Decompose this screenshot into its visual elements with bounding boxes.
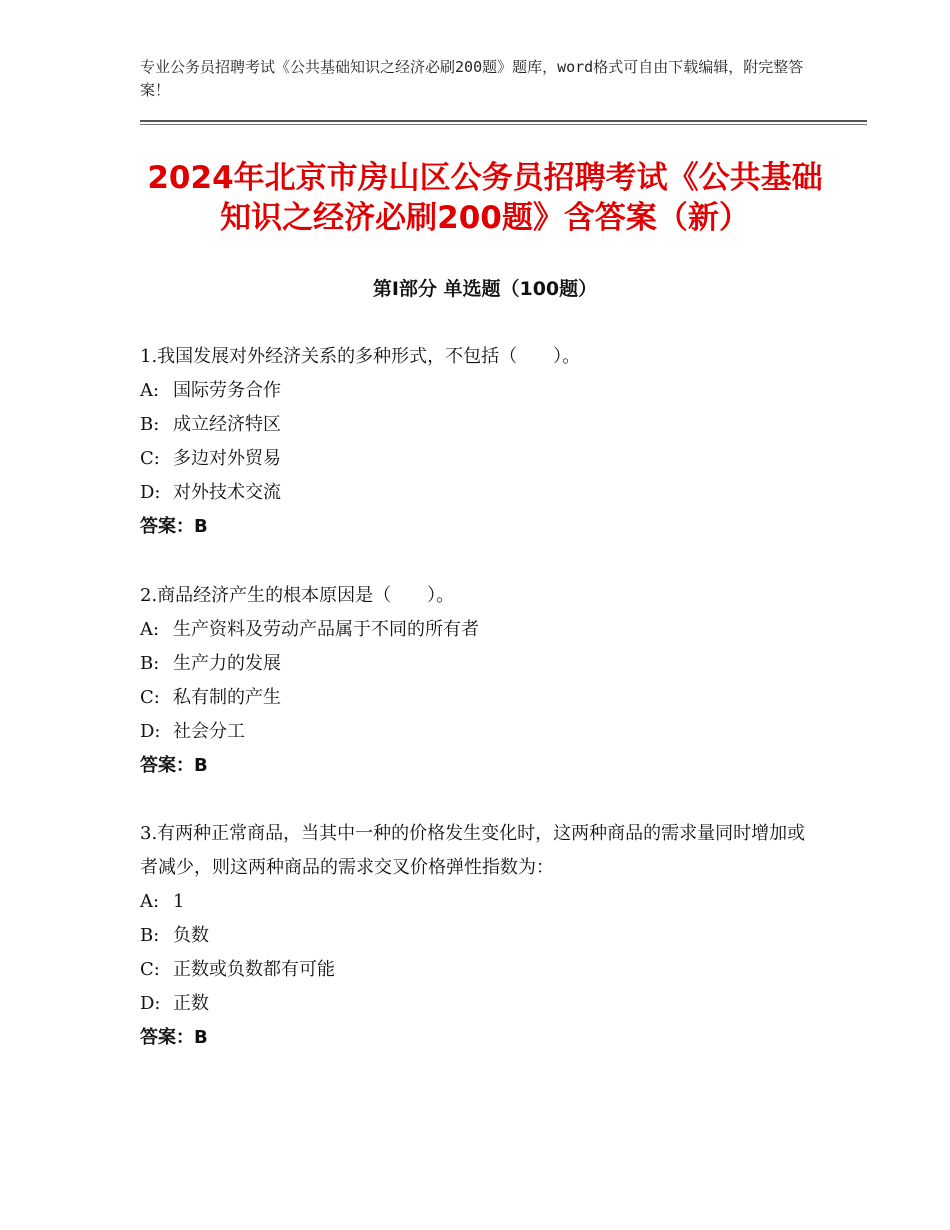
option-text: 对外技术交流	[173, 482, 281, 503]
option-c	[140, 953, 820, 987]
option-text: 正数或负数都有可能	[173, 959, 335, 980]
answer-line: 答案：B	[140, 755, 208, 776]
document-title: 2024年北京市房山区公务员招聘考试《公共基础知识之经济必刷200题》含答案（新）	[147, 160, 823, 236]
option-text: 负数	[173, 925, 209, 946]
option-text: 正数	[173, 993, 209, 1014]
option-d	[140, 987, 820, 1021]
option-b	[140, 647, 820, 681]
option-d	[140, 476, 820, 510]
header-divider-thin	[140, 124, 867, 125]
header-note: 专业公务员招聘考试《公共基础知识之经济必刷200题》题库，word格式可自由下载编辑，附完整答案！	[140, 58, 804, 99]
option-letter: A:	[140, 619, 160, 640]
option-a	[140, 613, 820, 647]
header-divider	[140, 120, 867, 122]
option-letter: B:	[140, 653, 160, 674]
option-letter: C:	[140, 448, 160, 469]
option-letter: C:	[140, 959, 160, 980]
option-c	[140, 442, 820, 476]
option-letter: A:	[140, 380, 160, 401]
option-text: 生产资料及劳动产品属于不同的所有者	[173, 619, 479, 640]
option-text: 国际劳务合作	[173, 380, 281, 401]
section-title: 第Ⅰ部分 单选题（100题）	[372, 278, 598, 300]
option-a	[140, 374, 820, 408]
question-3	[140, 817, 820, 1055]
option-a	[140, 885, 820, 919]
option-b	[140, 919, 820, 953]
option-letter: A:	[140, 891, 160, 912]
option-letter: D:	[140, 482, 161, 503]
option-text: 成立经济特区	[173, 414, 281, 435]
option-letter: B:	[140, 414, 160, 435]
option-letter: B:	[140, 925, 160, 946]
option-text: 1	[173, 891, 185, 912]
question-1	[140, 340, 820, 544]
option-text: 多边对外贸易	[173, 448, 281, 469]
option-c	[140, 681, 820, 715]
option-text: 生产力的发展	[173, 653, 281, 674]
option-text: 私有制的产生	[173, 687, 281, 708]
option-letter: C:	[140, 687, 160, 708]
question-2	[140, 579, 820, 783]
answer-line: 答案：B	[140, 516, 208, 537]
option-d	[140, 715, 820, 749]
option-letter: D:	[140, 721, 161, 742]
question-stem: 2.商品经济产生的根本原因是（ ）。	[140, 585, 455, 606]
question-stem: 1.我国发展对外经济关系的多种形式，不包括（ ）。	[140, 346, 581, 367]
answer-line: 答案：B	[140, 1027, 208, 1048]
question-stem: 3.有两种正常商品，当其中一种的价格发生变化时，这两种商品的需求量同时增加或者减少，则这两种商品的需求交叉价格弹性指数为：	[140, 823, 806, 878]
option-letter: D:	[140, 993, 161, 1014]
option-b	[140, 408, 820, 442]
option-text: 社会分工	[173, 721, 245, 742]
